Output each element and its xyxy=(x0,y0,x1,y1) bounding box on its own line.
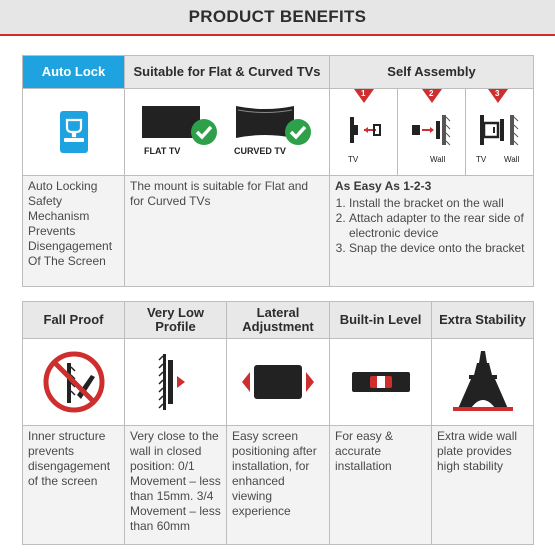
auto-lock-image-cell xyxy=(23,89,125,176)
self-assembly-image-cell xyxy=(330,89,534,176)
low-profile-header: Very Low Profile xyxy=(125,302,227,339)
self-assembly-header: Self Assembly xyxy=(330,56,534,89)
step-3-wall-label: Wall xyxy=(504,155,520,164)
auto-lock-header: Auto Lock xyxy=(23,56,125,89)
step-1-panel xyxy=(330,89,398,175)
benefits-table-top xyxy=(22,55,534,287)
level-description: For easy & accurate installation xyxy=(330,426,432,545)
curved-tv-group xyxy=(232,102,316,162)
self-assembly-description xyxy=(330,176,534,287)
eiffel-tower-icon xyxy=(451,349,515,415)
lock-icon xyxy=(59,110,89,154)
level-image-cell xyxy=(330,339,432,426)
stability-description: Extra wide wall plate provides high stability xyxy=(432,426,534,545)
wall-bracket-icon xyxy=(410,111,454,151)
assembly-step-item: 3. Snap the device onto the bracket xyxy=(349,241,528,256)
low-profile-icon xyxy=(151,352,201,412)
low-profile-image-cell xyxy=(125,339,227,426)
stability-header: Extra Stability xyxy=(432,302,534,339)
fall-proof-header: Fall Proof xyxy=(23,302,125,339)
step-1-tv-label: TV xyxy=(348,155,359,164)
curved-tv-icon xyxy=(232,102,316,146)
auto-lock-description: Auto Locking Safety Mechanism Prevents Disengagement Of The Screen xyxy=(23,176,125,287)
stability-image-cell xyxy=(432,339,534,426)
step-3-panel xyxy=(466,89,533,175)
low-profile-description: Very close to the wall in closed position: 0/1 Movement – less than 15mm. 3/4 Movement – less than 60mm xyxy=(125,426,227,545)
header-bar xyxy=(0,0,555,36)
no-fall-icon xyxy=(41,349,107,415)
assembly-step-item: 2. Attach adapter to the rear side of electronic device xyxy=(349,211,528,241)
page-title: PRODUCT BENEFITS xyxy=(188,7,367,26)
assembly-step-item: 1. Install the bracket on the wall xyxy=(349,196,528,211)
curved-tv-label: CURVED TV xyxy=(234,146,286,156)
step-3-tv-label: TV xyxy=(476,155,487,164)
lateral-description: Easy screen positioning after installation, for enhanced viewing experience xyxy=(227,426,330,545)
snap-assembly-icon xyxy=(476,111,524,151)
level-header: Built-in Level xyxy=(330,302,432,339)
step-2-panel xyxy=(398,89,466,175)
step-3-number: 3 xyxy=(495,89,500,98)
self-assembly-steps-list xyxy=(335,196,528,256)
flat-tv-icon xyxy=(138,102,222,146)
flat-curved-description: The mount is suitable for Flat and for Curved TVs xyxy=(125,176,330,287)
self-assembly-heading: As Easy As 1-2-3 xyxy=(335,179,432,193)
lateral-arrows-icon xyxy=(238,359,318,405)
flat-curved-image-cell xyxy=(125,89,330,176)
benefits-table-bottom xyxy=(22,301,534,545)
fall-proof-description: Inner structure prevents disengagement of the screen xyxy=(23,426,125,545)
flat-curved-header: Suitable for Flat & Curved TVs xyxy=(125,56,330,89)
lateral-image-cell xyxy=(227,339,330,426)
flat-tv-label: FLAT TV xyxy=(144,146,181,156)
flat-tv-group xyxy=(138,102,222,162)
step-1-number: 1 xyxy=(361,89,366,98)
step-2-number: 2 xyxy=(429,89,434,98)
lateral-header: Lateral Adjustment xyxy=(227,302,330,339)
bubble-level-icon xyxy=(350,368,412,396)
step-2-wall-label: Wall xyxy=(430,155,446,164)
fall-proof-image-cell xyxy=(23,339,125,426)
tv-bracket-icon xyxy=(344,111,384,151)
